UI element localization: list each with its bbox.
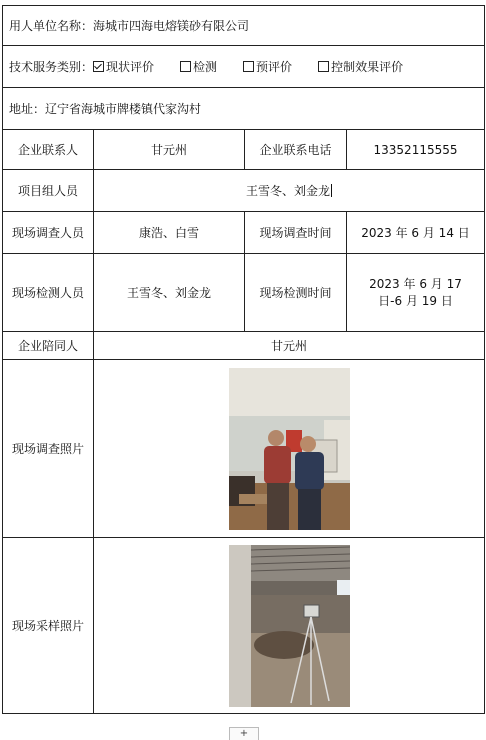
team-value[interactable]: 王雪冬、刘金龙: [246, 184, 331, 198]
service-row: [3, 46, 485, 88]
testing-row: [3, 254, 485, 332]
option-control-effect-evaluation[interactable]: 控制效果评价: [318, 60, 403, 74]
phone-label: 企业联系电话: [245, 130, 347, 170]
option-status-evaluation[interactable]: 现状评价: [93, 60, 154, 74]
address-value: 辽宁省海城市牌楼镇代家沟村: [45, 102, 202, 116]
survey-time-label: 现场调查时间: [245, 212, 347, 254]
contact-label: 企业联系人: [3, 130, 94, 170]
unit-value: 海城市四海电熔镁砂有限公司: [93, 19, 250, 33]
testing-time-value: 2023 年 6 月 17 日-6 月 19 日: [347, 254, 485, 332]
phone-value: 13352115555: [347, 130, 485, 170]
option-testing[interactable]: 检测: [180, 60, 217, 74]
survey-time-value: 2023 年 6 月 14 日: [347, 212, 485, 254]
checkbox-icon[interactable]: [180, 61, 191, 72]
sampling-photo-row: [3, 538, 485, 714]
unit-cell: [3, 6, 485, 46]
add-row-button[interactable]: +: [229, 727, 259, 740]
service-cell: [3, 46, 485, 88]
escort-label: 企业陪同人: [3, 332, 94, 360]
team-label: 项目组人员: [3, 170, 94, 212]
survey-photo-cell: [94, 360, 485, 538]
unit-row: [3, 6, 485, 46]
survey-row: [3, 212, 485, 254]
address-label: 地址：: [9, 102, 46, 116]
survey-photo-image[interactable]: [229, 368, 350, 530]
team-row: [3, 170, 485, 212]
survey-staff-value: 康浩、白雪: [94, 212, 245, 254]
survey-photo-label: 现场调查照片: [3, 360, 94, 538]
survey-staff-label: 现场调查人员: [3, 212, 94, 254]
checkbox-icon[interactable]: [318, 61, 329, 72]
testing-staff-label: 现场检测人员: [3, 254, 94, 332]
survey-record-form: [2, 5, 485, 714]
checkbox-icon[interactable]: [243, 61, 254, 72]
testing-staff-value: 王雪冬、刘金龙: [94, 254, 245, 332]
survey-photo-row: [3, 360, 485, 538]
text-cursor: [331, 184, 332, 197]
unit-label: 用人单位名称：: [9, 19, 94, 33]
testing-time-label: 现场检测时间: [245, 254, 347, 332]
escort-row: [3, 332, 485, 360]
contact-value: 甘元州: [94, 130, 245, 170]
escort-value: 甘元州: [94, 332, 485, 360]
address-cell: [3, 88, 485, 130]
team-cell[interactable]: [94, 170, 485, 212]
contact-row: [3, 130, 485, 170]
service-label: 技术服务类别：: [9, 60, 94, 74]
address-row: [3, 88, 485, 130]
option-pre-evaluation[interactable]: 预评价: [243, 60, 292, 74]
sampling-photo-cell: [94, 538, 485, 714]
sampling-photo-label: 现场采样照片: [3, 538, 94, 714]
checked-box-icon[interactable]: [93, 61, 104, 72]
sampling-photo-image[interactable]: [229, 545, 350, 707]
